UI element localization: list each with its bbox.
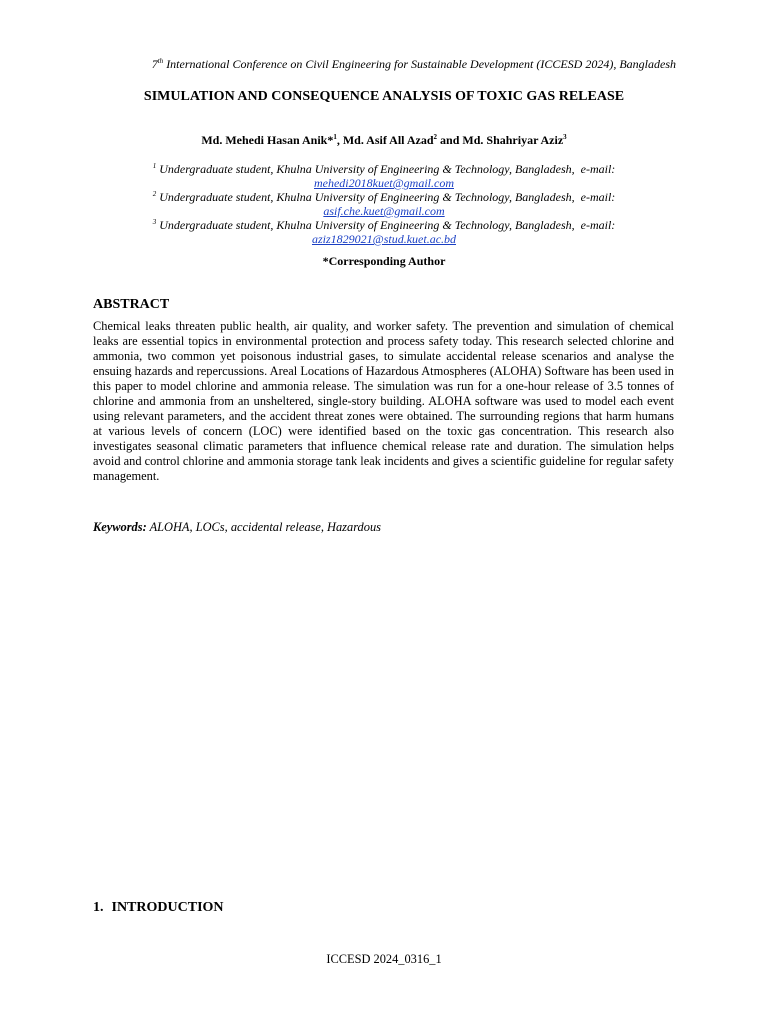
keywords-text: ALOHA, LOCs, accidental release, Hazardous (146, 520, 381, 534)
email-link-3[interactable]: aziz1829021@stud.kuet.ac.bd (311, 232, 457, 246)
keywords-label: Keywords: (93, 520, 147, 534)
email-link-2[interactable]: asif.che.kuet@gmail.com (323, 204, 445, 218)
conference-name: International Conference on Civil Engineering for Sustainable Development (ICCESD 2024), Bangladesh (163, 57, 676, 71)
affiliation-3-mark: 3 (152, 218, 157, 226)
author-3-affil-mark: 3 (563, 133, 567, 141)
author-2-name: Md. Asif All Azad (342, 133, 434, 147)
conference-ordinal-suffix: th (157, 57, 164, 65)
affiliation-2-mark: 2 (152, 190, 157, 198)
introduction-heading (93, 899, 224, 917)
abstract-heading: ABSTRACT (93, 297, 170, 312)
conference-header (60, 56, 676, 72)
affiliation-list (92, 162, 676, 246)
paper-title: SIMULATION AND CONSEQUENCE ANALYSIS OF TOXIC GAS RELEASE (143, 89, 625, 104)
author-separator: and (437, 133, 463, 147)
keywords-line (93, 519, 674, 535)
page-footer: ICCESD 2024_0316_1 (326, 952, 442, 966)
affiliation-2 (92, 190, 676, 218)
section-number: 1. (93, 900, 104, 915)
affiliation-2-text: Undergraduate student, Khulna University of Engineering & Technology, Bangladesh, e-mail: (156, 190, 616, 204)
email-link-1[interactable]: mehedi2018kuet@gmail.com (313, 176, 454, 190)
section-title: INTRODUCTION (111, 900, 224, 915)
author-1-name: Md. Mehedi Hasan Anik* (201, 133, 334, 147)
affiliation-1-text: Undergraduate student, Khulna University of Engineering & Technology, Bangladesh, e-mail: (156, 162, 616, 176)
author-3-name: Md. Shahriyar Aziz (462, 133, 564, 147)
affiliation-1 (92, 162, 676, 190)
affiliation-3 (92, 218, 676, 246)
author-2-affil-mark: 2 (433, 133, 438, 141)
affiliation-1-mark: 1 (152, 162, 157, 170)
author-separator: , (336, 133, 343, 147)
author-1-affil-mark: 1 (333, 133, 337, 141)
affiliation-3-text: Undergraduate student, Khulna University of Engineering & Technology, Bangladesh, e-mail: (156, 218, 616, 232)
abstract-body: Chemical leaks threaten public health, air quality, and worker safety. The prevention and simulation of chemical leaks are essential topics in environmental protection and process safety today. This research selected chlorine and ammonia, two common yet poisonous industrial gases, to simulate accidental release scenarios and analyse the ensuing hazards and repercussions. Areal Locations of Hazardous Atmospheres (ALOHA) Software has been used in this paper to model chlorine and ammonia release. The simulation was run for a one-hour release of 3.5 tonnes of chlorine and ammonia from an unsheltered, single-story building. ALOHA software was used to model each event using relevant parameters, and the accident threat zones were obtained. The surrounding regions that harm humans at various levels of concern (LOC) were identified based on the toxic gas concentration. This research also investigates seasonal climatic parameters that influence chemical release rate and duration. The simulation helps avoid and control chlorine and ammonia storage tank leak incidents and gives a scientific guideline for regular safety management. (93, 319, 674, 483)
conference-ordinal: 7 (151, 57, 158, 71)
corresponding-author-note: *Corresponding Author (322, 254, 446, 268)
author-list (60, 132, 708, 148)
